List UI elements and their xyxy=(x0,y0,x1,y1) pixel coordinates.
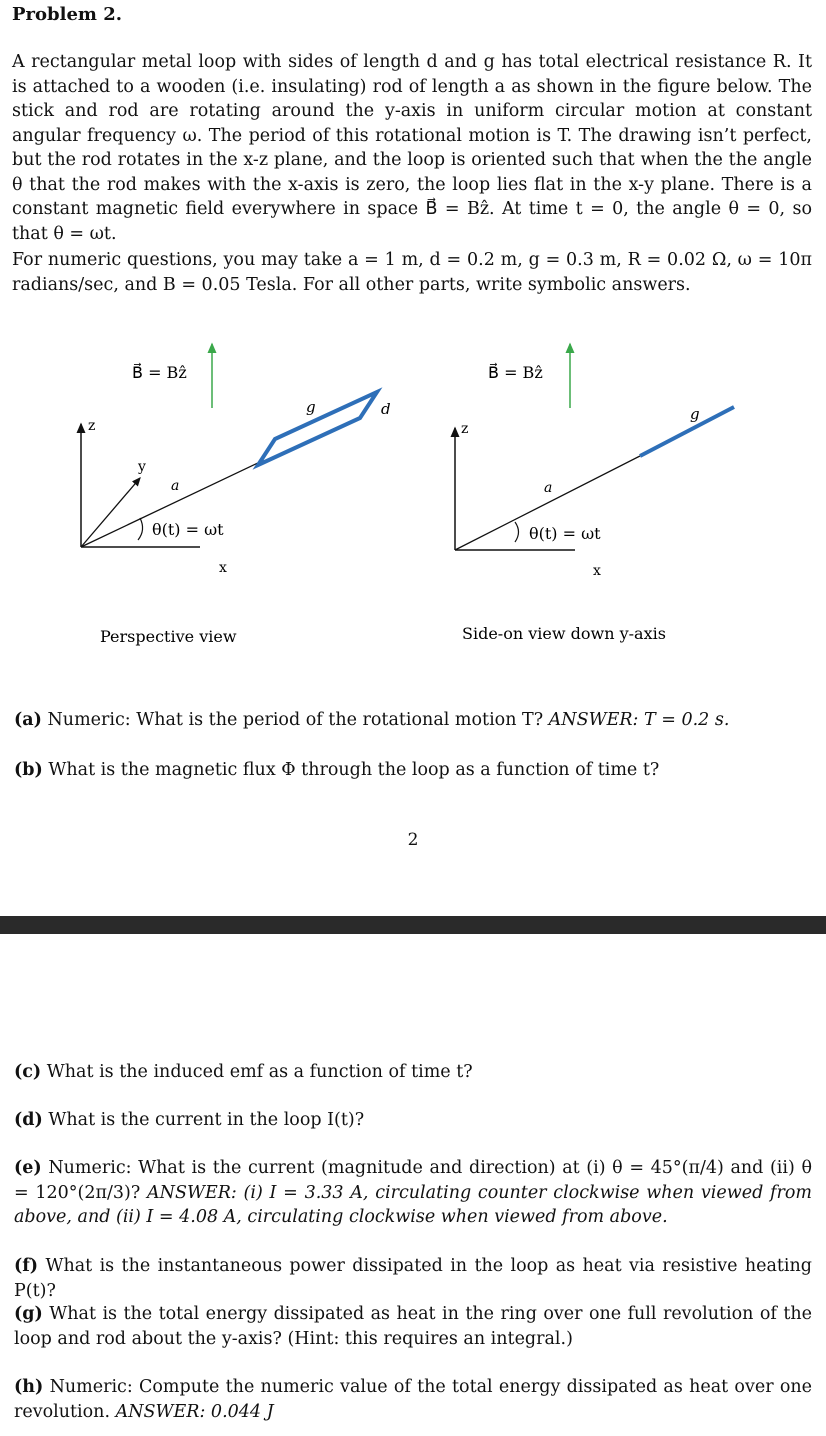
question-g-text: What is the total energy dissipated as heat in the ring over one full revolution of the loop and rod about the y-axis? (Hint: this requires an integral.) xyxy=(14,1304,812,1349)
question-d xyxy=(14,1108,812,1133)
left-y-label: y xyxy=(138,459,146,475)
left-y-axis xyxy=(81,478,140,547)
left-d-label: d xyxy=(381,400,391,418)
problem-title: Problem 2. xyxy=(12,4,123,25)
left-field-label: B⃗ = Bẑ xyxy=(132,363,187,382)
question-h-answer: ANSWER: 0.044 J xyxy=(115,1401,274,1422)
page-separator xyxy=(0,916,826,934)
right-g-label: g xyxy=(690,405,700,423)
figure xyxy=(0,320,826,660)
question-b xyxy=(14,758,812,783)
right-angle-label: θ(t) = ωt xyxy=(529,524,601,543)
question-f-label: (f) xyxy=(14,1256,39,1276)
left-z-label: z xyxy=(88,418,96,434)
question-g-label: (g) xyxy=(14,1304,43,1324)
question-f xyxy=(14,1254,812,1303)
left-caption: Perspective view xyxy=(100,627,237,646)
right-loop-edge xyxy=(640,407,734,456)
question-c xyxy=(14,1060,812,1085)
question-b-label: (b) xyxy=(14,760,43,780)
question-e xyxy=(14,1156,812,1230)
question-a-text: Numeric: What is the period of the rotational motion T? xyxy=(47,710,544,730)
right-angle-arc xyxy=(515,522,519,542)
page-number: 2 xyxy=(407,830,419,850)
question-h xyxy=(14,1375,812,1424)
question-h-label: (h) xyxy=(14,1377,44,1397)
question-e-label: (e) xyxy=(14,1158,42,1178)
question-g xyxy=(14,1302,812,1351)
right-caption: Side-on view down y-axis xyxy=(462,624,666,643)
left-rod-label: a xyxy=(171,478,180,494)
question-d-label: (d) xyxy=(14,1110,43,1130)
side-view xyxy=(455,344,734,643)
numeric-values-paragraph: For numeric questions, you may take a = 1 m, d = 0.2 m, g = 0.3 m, R = 0.02 Ω, ω = 10π radians/sec, and B = 0.05 Tesla. For all other parts, write symbolic answers. xyxy=(12,250,812,295)
left-loop xyxy=(258,392,377,465)
perspective-view xyxy=(81,344,391,646)
right-field-label: B⃗ = Bẑ xyxy=(488,363,543,382)
question-e-text: Numeric: What is the current (magnitude and direction) at (i) θ = 45°(π/4) and (ii) θ = 120°(2π/3)? xyxy=(14,1158,812,1203)
right-rod-label: a xyxy=(544,480,553,496)
left-angle-label: θ(t) = ωt xyxy=(152,520,224,539)
question-f-text: What is the instantaneous power dissipated in the loop as heat via resistive heating P(t)? xyxy=(14,1256,812,1301)
right-z-label: z xyxy=(461,421,469,437)
question-c-text: What is the induced emf as a function of time t? xyxy=(46,1062,473,1082)
question-d-text: What is the current in the loop I(t)? xyxy=(48,1110,365,1130)
question-b-text: What is the magnetic flux Φ through the loop as a function of time t? xyxy=(48,760,660,780)
question-a-answer: ANSWER: T = 0.2 s. xyxy=(548,710,730,730)
question-h-text: Numeric: Compute the numeric value of the total energy dissipated as heat over one revolution. xyxy=(14,1377,812,1422)
right-x-label: x xyxy=(593,563,601,579)
left-g-label: g xyxy=(306,398,316,416)
question-e-answer: ANSWER: (i) I = 3.33 A, circulating counter clockwise when viewed from above, and (ii) I = 4.08 A, circulating clockwise when viewed from above. xyxy=(14,1182,812,1227)
question-a-label: (a) xyxy=(14,710,42,730)
left-x-label: x xyxy=(219,560,227,576)
page-2 xyxy=(0,934,826,1436)
left-angle-arc xyxy=(138,518,143,540)
question-a xyxy=(14,708,812,733)
intro-paragraph: A rectangular metal loop with sides of length d and g has total electrical resistance R. It is attached to a wooden (i.e. insulating) rod of length a as shown in the figure below. The stick and rod are rotating around the y-axis in uniform circular motion at constant angular frequency ω. The period of this rotational motion is T. The drawing isn’t perfect, but the rod rotates in the x-z plane, and the loop is oriented such that when the the angle θ that the rod makes with the x-axis is zero, the loop lies flat in the x-y plane. There is a constant magnetic field everywhere in space B⃗ = Bẑ. At time t = 0, the angle θ = 0, so that θ = ωt. xyxy=(12,52,812,244)
question-c-label: (c) xyxy=(14,1062,42,1082)
